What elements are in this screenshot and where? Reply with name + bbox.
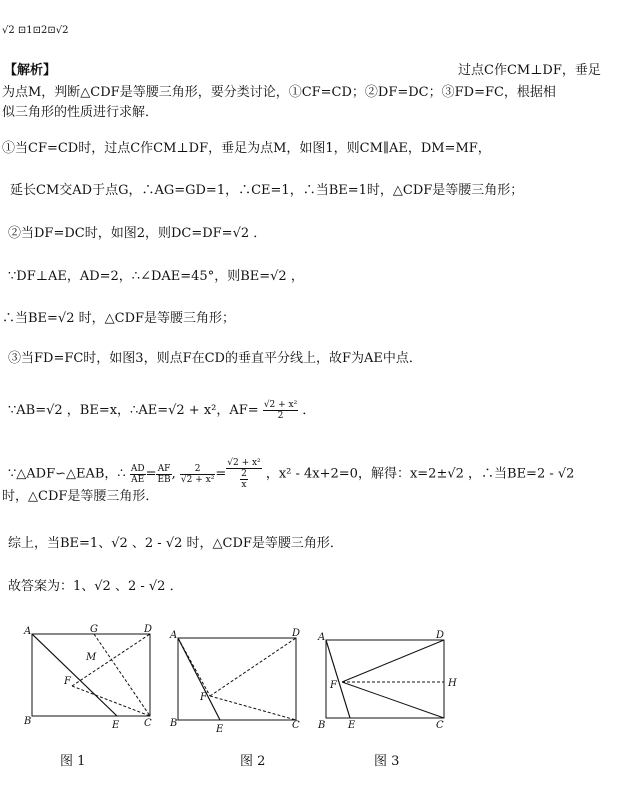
fig1-label-c: C [144,718,152,729]
fig3-label-a: A [318,632,326,643]
fig1-label-a: A [24,626,32,637]
header-fragment: √2 ⊡1⊡2⊡√2 [2,25,69,36]
text-line: ∵DF⊥AE，AD=2，∴∠DAE=45°，则BE=√2 ， [8,269,304,284]
equation-solution: ，x² - 4x+2=0，解得：x=2±√2 ，∴当BE=2 - √2 [265,466,575,482]
text-line: ∵AB=√2 ，BE=x，∴AE=√2 + x²，AF= $\frac{\text{√2 + x²}}{2}$ ． [8,400,316,421]
text-line: 似三角形的性质进行求解． [2,105,159,120]
text-line: ②当DF=DC时，如图2，则DC=DF=√2 ． [8,226,267,241]
figure-1 [22,624,162,739]
figure-1-caption: 图 1 [60,754,86,769]
figure-2 [168,628,308,738]
ae-expression: ∵AB=√2 ，BE=x，∴AE=√2 + x²，AF= [8,403,259,418]
text-line: ①当CF=CD时，过点C作CM⊥DF，垂足为点M，如图1，则CM∥AE，DM=MF， [2,141,491,156]
fig3-label-h: H [448,678,457,689]
ratio-ad-ae: $\frac{AD}{AE}$ [130,463,145,485]
fig2-label-b: B [170,718,178,729]
fig1-label-e: E [112,720,120,731]
text-line: 过点C作CM⊥DF，垂足 [458,63,601,78]
fig1-label-g: G [90,624,98,635]
answer-line: 故答案为：1、√2 、2 - √2 ． [8,579,183,594]
fig2-label-c: C [292,720,300,731]
text-line: 综上，当BE=1、√2 、2 - √2 时，△CDF是等腰三角形． [8,536,343,551]
text-line: 时，△CDF是等腰三角形． [2,489,159,504]
ratio-af-eb: $\frac{AF}{EB}$ [157,463,171,485]
fig1-label-d: D [144,624,153,635]
text-line: ∵△ADF∽△EAB，∴ $\frac{AD}{AE}$ = $\frac{AF}{EB}$ , $\frac{2}{\text{√2 + x²}}$ = $\frac{\text{√2 + x²}}{\frac{2}{x}}$ ，x² - 4x+2=0，解得：x=2±√2 ，∴当BE=2 - √2 [8,458,575,490]
figure-3-caption: 图 3 [374,754,400,769]
fig2-label-a: A [170,630,178,641]
analysis-label: 【解析】 [4,63,57,78]
fig2-label-f: F [200,692,207,703]
fig3-label-d: D [436,630,445,641]
figure-3 [316,630,466,740]
ratio-two: $\frac{2}{\text{√2 + x²}}$ [180,463,215,485]
fig1-label-f: F [64,676,71,687]
fig3-label-c: C [436,720,444,731]
fig1-label-m: M [86,652,97,663]
fig2-label-e: E [216,724,224,735]
fig2-label-d: D [292,628,301,639]
fig3-label-b: B [318,720,326,731]
text-line: 延长CM交AD于点G，∴AG=GD=1，∴CE=1，∴当BE=1时，△CDF是等腰三角形； [10,183,524,198]
text-line: ∴当BE=√2 时，△CDF是等腰三角形； [2,311,236,326]
fig1-label-b: B [24,716,32,727]
similar-triangles: ∵△ADF∽△EAB，∴ [8,466,126,482]
fig3-label-e: E [348,720,356,731]
text-line: ③当FD=FC时，如图3，则点F在CD的垂直平分线上，故F为AE中点． [8,351,422,366]
af-fraction: $\frac{\text{√2 + x²}}{2}$ [263,400,298,421]
ratio-complex: $\frac{\text{√2 + x²}}{\frac{2}{x}}$ [227,458,261,490]
fig3-label-f: F [330,680,337,691]
figure-2-caption: 图 2 [240,754,266,769]
text-line: 为点M，判断△CDF是等腰三角形，要分类讨论，①CF=CD；②DF=DC；③FD=FC，根据相 [2,85,556,100]
